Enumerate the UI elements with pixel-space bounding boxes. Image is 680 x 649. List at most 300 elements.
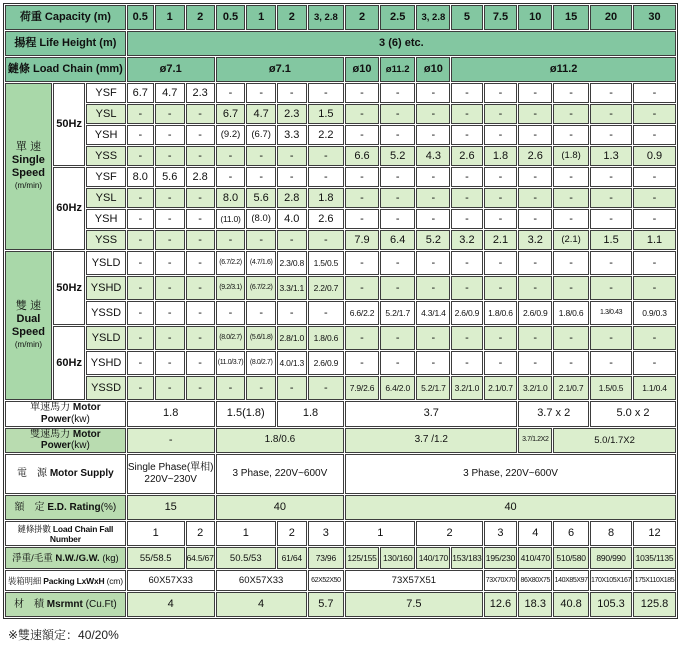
capacity-value: 2 — [345, 5, 379, 30]
value-cell: 1.8 — [308, 188, 345, 208]
value-cell: - — [553, 188, 589, 208]
value-cell: 1 — [127, 521, 185, 546]
value-cell: 1 — [216, 521, 276, 546]
value-cell: - — [553, 326, 589, 350]
value-cell: 0.9/0.3 — [633, 301, 676, 325]
label-part: 揚程 — [14, 37, 40, 50]
value-cell: 5.2/1.7 — [416, 376, 450, 400]
label-part: 雙 速 — [15, 299, 41, 312]
value-cell: 2.8 — [277, 188, 307, 208]
value-cell: (9.2/3.1) — [216, 276, 246, 300]
value-cell: 140X85X97 — [553, 570, 589, 591]
value-cell: - — [155, 125, 185, 145]
model-name: YSSD — [86, 301, 125, 325]
value-cell: 3.2/1.0 — [451, 376, 482, 400]
value-cell: - — [186, 251, 215, 275]
value-cell: 8.0 — [127, 167, 154, 187]
value-cell: - — [590, 125, 632, 145]
value-cell: (8.0) — [246, 209, 276, 229]
label-part: (m) — [90, 11, 111, 24]
value-cell: 3.2 — [451, 230, 482, 250]
value-cell: 140/170 — [416, 547, 450, 569]
value-cell: - — [633, 83, 676, 103]
label-part: Packing LxWxH — [43, 575, 105, 586]
value-cell: - — [155, 276, 185, 300]
value-cell: 15 — [127, 495, 215, 520]
value-cell: - — [246, 376, 276, 400]
value-cell: 1.5 — [590, 230, 632, 250]
label-part: Single — [11, 153, 45, 166]
value-cell: (8.0/2.7) — [216, 326, 246, 350]
value-cell: 3.7 /1.2 — [345, 428, 517, 454]
value-cell: - — [345, 326, 379, 350]
label-part: Speed — [11, 325, 45, 338]
model-name: YSL — [86, 104, 125, 124]
value-cell: 2.8/1.0 — [277, 326, 307, 350]
load-chain-value: ø11.2 — [451, 57, 676, 82]
value-cell: 130/160 — [380, 547, 416, 569]
label-part: 單速馬力 — [30, 402, 73, 413]
label-part: 淨重/毛重 — [12, 552, 56, 564]
label-part: (%) — [100, 501, 117, 513]
value-cell: - — [518, 276, 552, 300]
value-cell: - — [380, 326, 416, 350]
value-cell: - — [416, 251, 450, 275]
value-cell: - — [416, 209, 450, 229]
value-cell: - — [416, 125, 450, 145]
value-cell: - — [633, 209, 676, 229]
capacity-value: 2 — [186, 5, 215, 30]
model-name: YSH — [86, 125, 125, 145]
value-cell: 6.7 — [127, 83, 154, 103]
value-cell: - — [553, 209, 589, 229]
value-cell: 3 — [484, 521, 518, 546]
value-cell: 1.1 — [633, 230, 676, 250]
value-cell: - — [155, 251, 185, 275]
value-cell: 1.3 — [590, 146, 632, 166]
value-cell: 0.9 — [633, 146, 676, 166]
capacity-value: 1 — [246, 5, 276, 30]
label-part: (m) — [96, 37, 117, 50]
value-cell: - — [553, 125, 589, 145]
value-cell: 2.6 — [308, 209, 345, 229]
value-cell: - — [484, 104, 518, 124]
value-cell: 1.5(1.8) — [216, 401, 276, 427]
frequency-label: 50Hz — [53, 251, 86, 325]
footnote: ※雙速額定：40/20% — [8, 628, 119, 643]
value-cell: - — [633, 351, 676, 375]
value-cell: 1.8/0.6 — [484, 301, 518, 325]
value-cell: - — [380, 125, 416, 145]
value-cell: 4.3 — [416, 146, 450, 166]
value-cell: 60X57X33 — [127, 570, 215, 591]
value-cell: 6.6 — [345, 146, 379, 166]
value-cell: 1.3/0.43 — [590, 301, 632, 325]
value-cell: - — [127, 251, 154, 275]
value-cell: 61/64 — [277, 547, 307, 569]
value-cell: (4.7/1.6) — [246, 251, 276, 275]
value-cell: 1 — [345, 521, 415, 546]
value-cell: 5.2 — [416, 230, 450, 250]
value-cell: - — [518, 125, 552, 145]
value-cell: - — [277, 167, 307, 187]
row-label-motor-supply — [5, 454, 126, 494]
label-part: 荷重 — [19, 11, 45, 24]
value-cell: (6.7) — [246, 125, 276, 145]
capacity-value: 10 — [518, 5, 552, 30]
row-label-weight — [5, 547, 126, 569]
model-name: YSS — [86, 146, 125, 166]
value-cell: - — [484, 83, 518, 103]
value-cell: 8.0 — [216, 188, 246, 208]
capacity-value: 0.5 — [127, 5, 154, 30]
value-cell: - — [246, 167, 276, 187]
value-cell: - — [127, 125, 154, 145]
value-cell: 50.5/53 — [216, 547, 276, 569]
value-cell: (1.8) — [553, 146, 589, 166]
value-cell: - — [345, 276, 379, 300]
load-chain-value: ø7.1 — [127, 57, 215, 82]
value-cell: 2.6/0.9 — [308, 351, 345, 375]
label-part: 鏈條掛數 — [17, 523, 53, 534]
value-cell: 4.0 — [277, 209, 307, 229]
value-cell: - — [518, 351, 552, 375]
value-cell: - — [186, 146, 215, 166]
label-part: (m/min) — [14, 340, 42, 350]
value-cell: - — [186, 104, 215, 124]
value-cell: - — [553, 351, 589, 375]
value-cell: (6.7/2.2) — [216, 251, 246, 275]
value-cell: - — [246, 146, 276, 166]
value-cell: - — [127, 326, 154, 350]
value-cell: 175X110X185 — [633, 570, 676, 591]
value-cell: 1.8 — [127, 401, 215, 427]
value-cell: 2.3 — [277, 104, 307, 124]
value-cell: - — [590, 251, 632, 275]
value-cell: 2 — [416, 521, 482, 546]
value-cell: 125/155 — [345, 547, 379, 569]
value-cell: - — [127, 104, 154, 124]
value-cell: - — [484, 251, 518, 275]
capacity-value: 7.5 — [484, 5, 518, 30]
value-cell: - — [451, 125, 482, 145]
load-chain-value: ø7.1 — [216, 57, 345, 82]
value-cell: - — [633, 188, 676, 208]
row-label-fall-number — [5, 521, 126, 546]
value-cell: - — [484, 326, 518, 350]
value-cell: 3.7/1.2X2 — [518, 428, 552, 454]
section-label-dual-speed — [5, 251, 52, 400]
value-cell: - — [380, 83, 416, 103]
value-cell: - — [451, 167, 482, 187]
value-cell: 2.1/0.7 — [553, 376, 589, 400]
label-part: 220V~230V — [144, 474, 197, 486]
value-cell: - — [484, 209, 518, 229]
value-cell: 55/58.5 — [127, 547, 185, 569]
motor-supply-value: 3 Phase, 220V~600V — [345, 454, 676, 494]
value-cell: - — [380, 209, 416, 229]
model-name: YSSD — [86, 376, 125, 400]
value-cell: - — [416, 83, 450, 103]
model-name: YSHD — [86, 351, 125, 375]
label-part: (Cu.Ft) — [82, 598, 117, 610]
value-cell: - — [155, 230, 185, 250]
capacity-value: 15 — [553, 5, 589, 30]
value-cell: - — [590, 188, 632, 208]
value-cell: - — [590, 326, 632, 350]
value-cell: 3 — [308, 521, 345, 546]
value-cell: - — [553, 167, 589, 187]
value-cell: 170X105X167 — [590, 570, 632, 591]
capacity-value: 3, 2.8 — [308, 5, 345, 30]
value-cell: 40 — [345, 495, 676, 520]
value-cell: - — [345, 83, 379, 103]
row-label-ed-rating — [5, 495, 126, 520]
value-cell: - — [277, 376, 307, 400]
value-cell: - — [186, 301, 215, 325]
value-cell: 62X52X50 — [308, 570, 345, 591]
frequency-label: 60Hz — [53, 326, 86, 400]
value-cell: 6.6/2.2 — [345, 301, 379, 325]
capacity-value: 1 — [155, 5, 185, 30]
value-cell: 7.5 — [345, 592, 482, 617]
value-cell: 1.8/0.6 — [553, 301, 589, 325]
value-cell: 890/990 — [590, 547, 632, 569]
label-part: Load Chain — [32, 63, 93, 76]
value-cell: 5.6 — [246, 188, 276, 208]
label-part: 電 源 — [17, 468, 50, 480]
value-cell: 2 — [186, 521, 215, 546]
label-part: E.D. Rating — [47, 501, 101, 513]
label-part: (m/min) — [14, 181, 42, 191]
value-cell: - — [246, 83, 276, 103]
label-part: Life Height — [39, 37, 97, 50]
value-cell: - — [590, 209, 632, 229]
row-label-capacity — [5, 5, 126, 30]
value-cell: 3.3/1.1 — [277, 276, 307, 300]
value-cell: - — [518, 209, 552, 229]
value-cell: - — [345, 104, 379, 124]
value-cell: - — [380, 167, 416, 187]
label-part: (mm) — [92, 63, 123, 76]
value-cell: 1.5 — [308, 104, 345, 124]
capacity-value: 3, 2.8 — [416, 5, 450, 30]
value-cell: - — [518, 104, 552, 124]
value-cell: 2.6/0.9 — [451, 301, 482, 325]
value-cell: 1.5/0.5 — [590, 376, 632, 400]
load-chain-value: ø10 — [345, 57, 379, 82]
value-cell: - — [127, 351, 154, 375]
value-cell: - — [380, 104, 416, 124]
section-label-single-speed — [5, 83, 52, 250]
value-cell: 40.8 — [553, 592, 589, 617]
value-cell: - — [484, 125, 518, 145]
model-name: YSS — [86, 230, 125, 250]
label-part: Msrmnt — [46, 598, 83, 610]
label-part: 單 速 — [15, 140, 41, 153]
label-part: Motor Supply — [49, 468, 114, 480]
value-cell: 2.2/0.7 — [308, 276, 345, 300]
value-cell: - — [186, 326, 215, 350]
value-cell: 410/470 — [518, 547, 552, 569]
value-cell: - — [484, 276, 518, 300]
value-cell: - — [380, 276, 416, 300]
value-cell: - — [127, 209, 154, 229]
value-cell: 1.8/0.6 — [308, 326, 345, 350]
value-cell: - — [155, 146, 185, 166]
value-cell: - — [308, 301, 345, 325]
value-cell: 12 — [633, 521, 676, 546]
row-label-dual-motor-power — [5, 428, 126, 454]
value-cell: - — [155, 301, 185, 325]
value-cell: - — [246, 230, 276, 250]
label-part: Motor Power — [40, 428, 101, 452]
value-cell: 5.0 x 2 — [590, 401, 676, 427]
value-cell: - — [216, 301, 246, 325]
value-cell: (5.6/1.8) — [246, 326, 276, 350]
value-cell: - — [345, 167, 379, 187]
value-cell: (9.2) — [216, 125, 246, 145]
value-cell: (11.0/3.7) — [216, 351, 246, 375]
life-height-value: 3 (6) etc. — [127, 31, 676, 56]
value-cell: - — [155, 351, 185, 375]
label-part: 材 積 — [13, 598, 47, 610]
value-cell: - — [345, 125, 379, 145]
load-chain-value: ø11.2 — [380, 57, 416, 82]
value-cell: - — [380, 251, 416, 275]
value-cell: 6.4/2.0 — [380, 376, 416, 400]
row-label-load-chain — [5, 57, 126, 82]
spec-table — [3, 3, 678, 619]
load-chain-value: ø10 — [416, 57, 450, 82]
value-cell: - — [127, 276, 154, 300]
capacity-value: 0.5 — [216, 5, 246, 30]
value-cell: 3.7 — [345, 401, 517, 427]
value-cell: - — [380, 188, 416, 208]
value-cell: 2.6 — [451, 146, 482, 166]
value-cell: - — [633, 276, 676, 300]
value-cell: 153/183 — [451, 547, 482, 569]
value-cell: - — [416, 326, 450, 350]
value-cell: - — [277, 83, 307, 103]
model-name: YSF — [86, 83, 125, 103]
value-cell: - — [186, 376, 215, 400]
value-cell: 4 — [518, 521, 552, 546]
value-cell: - — [518, 326, 552, 350]
value-cell: - — [345, 188, 379, 208]
motor-supply-value: 3 Phase, 220V~600V — [216, 454, 345, 494]
value-cell: - — [633, 167, 676, 187]
value-cell: - — [633, 125, 676, 145]
value-cell: 73X57X51 — [345, 570, 482, 591]
value-cell: - — [451, 83, 482, 103]
value-cell: - — [308, 167, 345, 187]
value-cell: 7.9 — [345, 230, 379, 250]
value-cell: - — [633, 104, 676, 124]
value-cell: (8.0/2.7) — [246, 351, 276, 375]
value-cell: 4.7 — [155, 83, 185, 103]
label-part: 雙速馬力 — [30, 428, 73, 440]
value-cell: 40 — [216, 495, 345, 520]
model-name: YSLD — [86, 251, 125, 275]
label-part: N.W./G.W. — [55, 552, 100, 564]
frequency-label: 50Hz — [53, 83, 86, 166]
value-cell: - — [127, 301, 154, 325]
value-cell: 4.0/1.3 — [277, 351, 307, 375]
label-part: (kw) — [70, 413, 90, 425]
value-cell: - — [308, 146, 345, 166]
value-cell: - — [155, 188, 185, 208]
row-label-measurement — [5, 592, 126, 617]
value-cell: - — [127, 428, 215, 454]
value-cell: 64.5/67 — [186, 547, 215, 569]
value-cell: 195/230 — [484, 547, 518, 569]
label-part: Dual — [16, 312, 41, 325]
capacity-value: 20 — [590, 5, 632, 30]
model-name: YSL — [86, 188, 125, 208]
value-cell: 2.6 — [518, 146, 552, 166]
value-cell: - — [451, 251, 482, 275]
value-cell: - — [277, 301, 307, 325]
value-cell: - — [633, 251, 676, 275]
value-cell: - — [155, 326, 185, 350]
value-cell: - — [451, 104, 482, 124]
value-cell: - — [451, 351, 482, 375]
label-part: Load Chain Fall Number — [49, 523, 114, 544]
value-cell: 73X70X70 — [484, 570, 518, 591]
value-cell: - — [246, 301, 276, 325]
value-cell: - — [484, 167, 518, 187]
value-cell: - — [518, 167, 552, 187]
value-cell: - — [451, 209, 482, 229]
capacity-value: 2 — [277, 5, 307, 30]
label-part: Single Phase(單相) — [127, 462, 214, 474]
row-label-packing — [5, 570, 126, 591]
row-label-life-height — [5, 31, 126, 56]
value-cell: 1.8 — [277, 401, 344, 427]
model-name: YSH — [86, 209, 125, 229]
model-name: YSHD — [86, 276, 125, 300]
value-cell: 5.2/1.7 — [380, 301, 416, 325]
value-cell: - — [416, 167, 450, 187]
value-cell: 4 — [216, 592, 307, 617]
value-cell: 2.8 — [186, 167, 215, 187]
value-cell: 1035/1135 — [633, 547, 676, 569]
value-cell: - — [416, 188, 450, 208]
value-cell: 4 — [127, 592, 215, 617]
frequency-label: 60Hz — [53, 167, 86, 250]
value-cell: - — [186, 276, 215, 300]
value-cell: - — [127, 376, 154, 400]
value-cell: 3.3 — [277, 125, 307, 145]
value-cell: - — [308, 376, 345, 400]
value-cell: - — [216, 376, 246, 400]
value-cell: - — [345, 351, 379, 375]
value-cell: - — [518, 83, 552, 103]
value-cell: - — [518, 251, 552, 275]
value-cell: - — [553, 83, 589, 103]
value-cell: 86X80X75 — [518, 570, 552, 591]
value-cell: - — [127, 230, 154, 250]
value-cell: - — [590, 83, 632, 103]
value-cell: (6.7/2.2) — [246, 276, 276, 300]
value-cell: 1.1/0.4 — [633, 376, 676, 400]
value-cell: - — [216, 230, 246, 250]
value-cell: - — [590, 351, 632, 375]
value-cell: 4.7 — [246, 104, 276, 124]
value-cell: - — [590, 104, 632, 124]
value-cell: 1.5/0.5 — [308, 251, 345, 275]
